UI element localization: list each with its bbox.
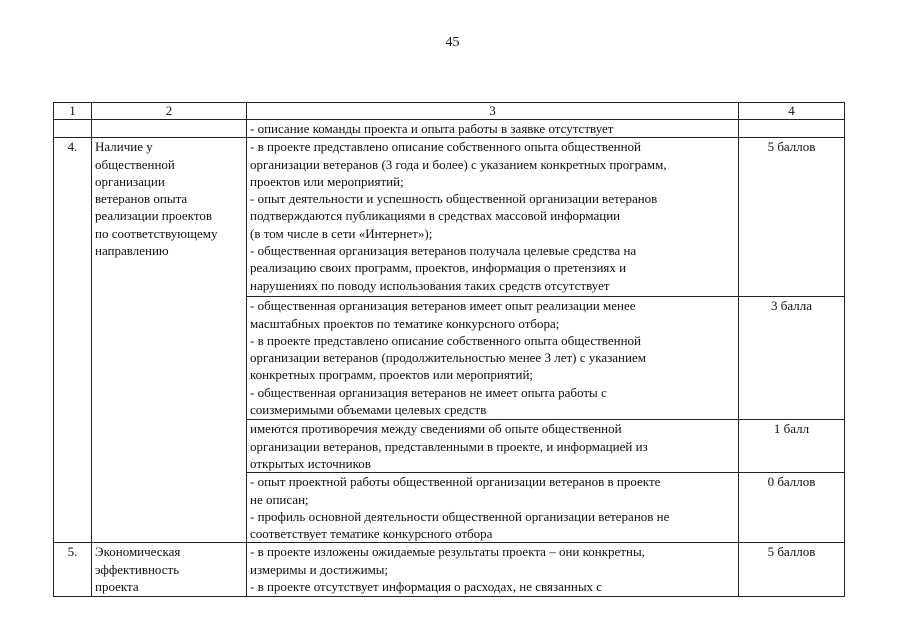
text-line: - общественная организация ветеранов не имеет опыта работы с — [250, 384, 607, 400]
score-cell: 5 баллов — [739, 138, 845, 297]
page-number: 45 — [445, 35, 460, 50]
text-line: - в проекте изложены ожидаемые результаты проекта – они конкретны, — [250, 544, 645, 560]
text-line: имеются противоречия между сведениями об опыте общественной — [250, 421, 622, 437]
column-header: 2 — [92, 103, 247, 120]
criterion-description — [247, 120, 739, 138]
text-line: открытых источников — [250, 455, 371, 471]
table-row — [54, 543, 845, 597]
continuation-row — [54, 120, 845, 138]
score-cell: 0 баллов — [739, 473, 845, 543]
text-line: - описание команды проекта и опыта работы в заявке отсутствует — [250, 121, 614, 136]
criterion-number: 4. — [54, 138, 92, 543]
text-line: организации ветеранов (продолжительностью менее 3 лет) с указанием — [250, 350, 646, 366]
score-cell: 1 балл — [739, 420, 845, 473]
text-line: проекта — [95, 579, 139, 595]
score-cell: 3 балла — [739, 297, 845, 420]
text-line: - опыт проектной работы общественной организации ветеранов в проекте — [250, 474, 661, 490]
criterion-name — [92, 543, 247, 597]
text-line: - профиль основной деятельности общественной организации ветеранов не — [250, 508, 670, 524]
criterion-description — [247, 420, 739, 473]
text-line: измеримы и достижимы; — [250, 561, 389, 577]
column-header: 1 — [54, 103, 92, 120]
text-line: - в проекте представлено описание собственного опыта общественной — [250, 139, 641, 155]
text-line: организации — [95, 173, 165, 189]
text-line: масштабных проектов по тематике конкурсного отбора; — [250, 315, 560, 331]
text-line: ветеранов опыта — [95, 191, 188, 207]
text-line: Наличие у — [95, 139, 153, 155]
text-line: по соответствующему — [95, 225, 218, 241]
table-row — [54, 138, 845, 297]
text-line: - в проекте отсутствует информация о расходах, не связанных с — [250, 579, 603, 595]
text-line: соизмеримыми объемами целевых средств — [250, 402, 487, 418]
column-header: 3 — [247, 103, 739, 120]
text-line: проектов или мероприятий; — [250, 173, 404, 189]
text-line: эффективность — [95, 561, 180, 577]
criterion-name — [92, 138, 247, 543]
text-line: общественной — [95, 156, 175, 172]
table-header-row — [54, 103, 845, 120]
text-line: - общественная организация ветеранов имеет опыт реализации менее — [250, 298, 636, 314]
criterion-number: 5. — [54, 543, 92, 597]
text-line: - в проекте представлено описание собственного опыта общественной — [250, 332, 641, 348]
text-line: Экономическая — [95, 544, 181, 560]
text-line: (в том числе в сети «Интернет»); — [250, 225, 433, 241]
text-line: организации ветеранов (3 года и более) с указанием конкретных программ, — [250, 156, 667, 172]
text-line: конкретных программ, проектов или мероприятий; — [250, 367, 534, 383]
criterion-description — [247, 543, 739, 597]
score-cell: 5 баллов — [739, 543, 845, 597]
text-line: - опыт деятельности и успешность общественной организации ветеранов — [250, 191, 658, 207]
text-line: организации ветеранов, представленными в проекте, и информацией из — [250, 438, 648, 454]
text-line: не описан; — [250, 491, 309, 507]
text-line: нарушениях по поводу использования таких средств отсутствует — [250, 277, 610, 293]
criterion-description — [247, 473, 739, 543]
criterion-description — [247, 297, 739, 420]
criteria-table — [53, 102, 845, 597]
text-line: соответствует тематике конкурсного отбора — [250, 526, 493, 542]
text-line: реализации проектов — [95, 208, 212, 224]
text-line: направлению — [95, 243, 169, 259]
text-line: подтверждаются публикациями в средствах массовой информации — [250, 208, 621, 224]
criterion-description — [247, 138, 739, 297]
text-line: реализацию своих программ, проектов, информация о претензиях и — [250, 260, 627, 276]
column-header: 4 — [739, 103, 845, 120]
text-line: - общественная организация ветеранов получала целевые средства на — [250, 243, 637, 259]
